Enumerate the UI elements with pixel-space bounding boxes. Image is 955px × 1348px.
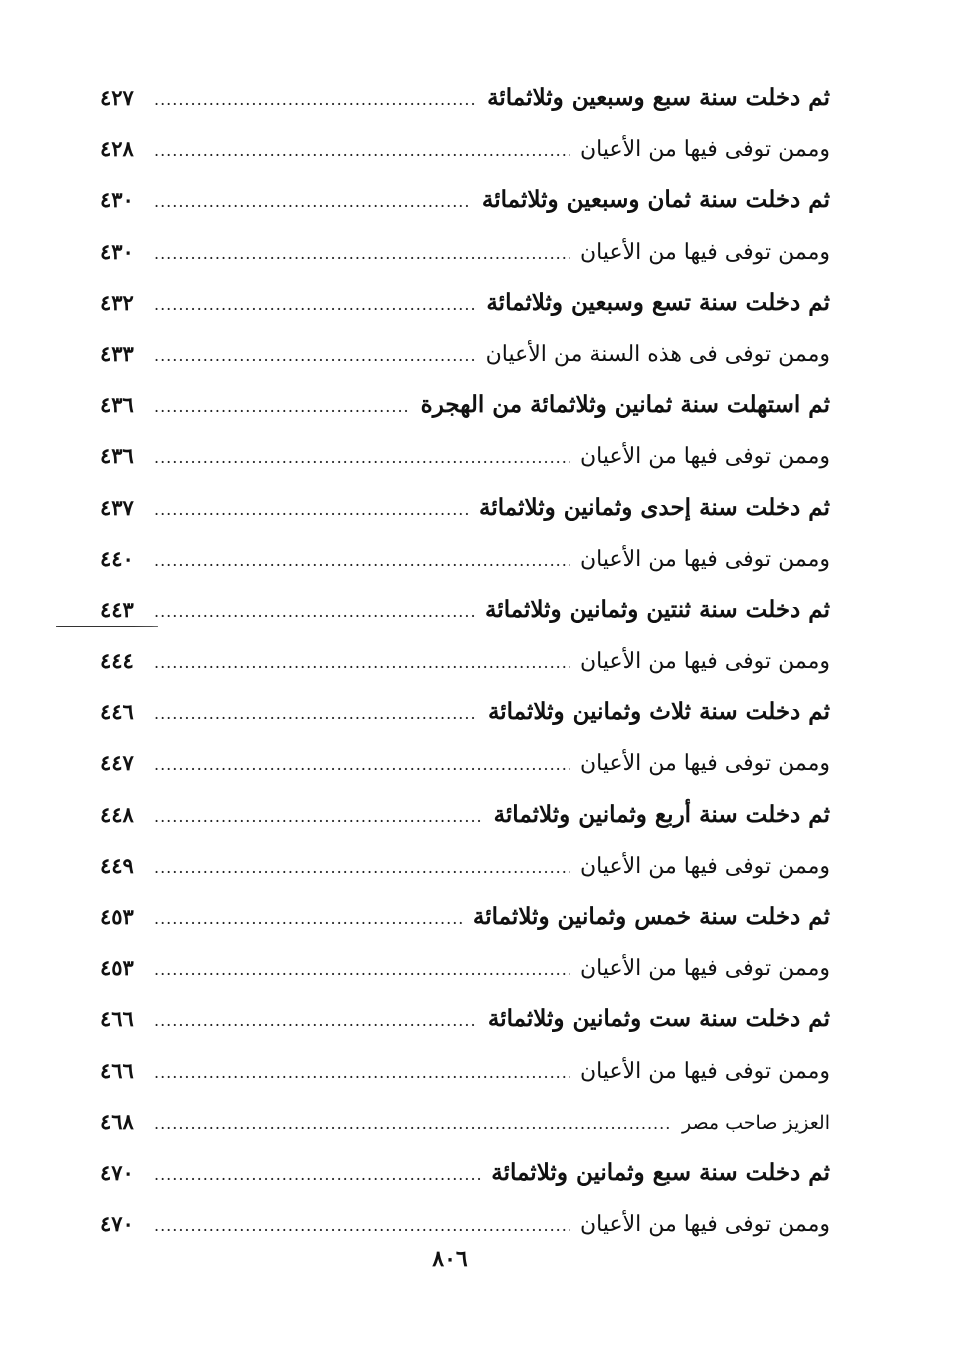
toc-entry-title: ثم دخلت سنة إحدى وثمانين وثلاثمائة bbox=[479, 493, 830, 521]
dot-leader bbox=[154, 944, 570, 995]
toc-entry[interactable] bbox=[100, 482, 830, 533]
toc-entry-title: ثم دخلت سنة ثنتين وثمانين وثلاثمائة bbox=[484, 595, 830, 623]
dot-leader bbox=[154, 176, 472, 227]
toc-entry-page: ٤٤٩ bbox=[100, 852, 134, 878]
toc-entry-title: ثم دخلت سنة ثمان وسبعين وثلاثمائة bbox=[481, 186, 830, 214]
toc-entry-title: العزيز صاحب مصر bbox=[681, 1111, 830, 1134]
toc-entry-title: وممن توفى فيها من الأعيان bbox=[579, 956, 830, 982]
toc-entry-title: ثم دخلت سنة سبع وسبعين وثلاثمائة bbox=[487, 84, 830, 111]
toc-entry-page: ٤٦٨ bbox=[100, 1108, 134, 1134]
dot-leader bbox=[154, 535, 570, 586]
toc-entry[interactable] bbox=[100, 379, 830, 430]
toc-entry-title: وممن توفى فيها من الأعيان bbox=[579, 1058, 830, 1084]
toc-entry-page: ٤٤٧ bbox=[100, 750, 134, 776]
toc-entry-page: ٤٥٣ bbox=[100, 955, 134, 981]
toc-entry-page: ٤٣٦ bbox=[100, 392, 134, 418]
toc-entry-page: ٤٣٦ bbox=[100, 443, 134, 469]
toc-entry-page: ٤٣٠ bbox=[100, 238, 134, 264]
toc-entry-title: ثم دخلت سنة أربع وثمانين وثلاثمائة bbox=[493, 800, 830, 828]
toc-entry[interactable] bbox=[100, 942, 830, 993]
toc-entry-page: ٤٤٤ bbox=[100, 648, 134, 674]
toc-entry-title: ثم دخلت سنة ست وثمانين وثلاثمائة bbox=[487, 1005, 830, 1033]
toc-entry-title: وممن توفى فيها من الأعيان bbox=[579, 444, 830, 470]
toc-entry-title: وممن توفى فيها من الأعيان bbox=[579, 853, 830, 879]
toc-entry-title: وممن توفى فيها من الأعيان bbox=[579, 239, 830, 265]
toc-entry-page: ٤٤٠ bbox=[100, 545, 134, 571]
toc-entry-title: ثم دخلت سنة سبع وثمانين وثلاثمائة bbox=[491, 1158, 830, 1186]
toc-entry-page: ٤٣٣ bbox=[100, 340, 134, 366]
dot-leader bbox=[154, 586, 475, 637]
toc-entry-title: وممن توفى فيها من الأعيان bbox=[579, 137, 830, 163]
toc-entry-page: ٤٧٠ bbox=[100, 1211, 134, 1237]
toc-entry[interactable] bbox=[100, 328, 830, 379]
toc-entry[interactable] bbox=[100, 430, 830, 481]
toc-entry-page: ٤٢٧ bbox=[100, 85, 134, 110]
toc-entry[interactable] bbox=[100, 584, 830, 635]
toc-entry-page: ٤٦٦ bbox=[100, 1057, 134, 1083]
toc-entry[interactable] bbox=[100, 686, 830, 737]
dot-leader bbox=[154, 995, 478, 1046]
toc-entry[interactable] bbox=[100, 1147, 830, 1198]
toc-entry-title: ثم استهلت سنة ثمانين وثلاثمائة من الهجرة bbox=[420, 391, 830, 419]
dot-leader bbox=[154, 791, 484, 842]
dot-leader bbox=[154, 688, 478, 739]
toc-entry-page: ٤٦٦ bbox=[100, 1006, 134, 1032]
toc-entry-page: ٤٢٨ bbox=[100, 136, 134, 162]
dot-leader bbox=[154, 125, 570, 176]
page-number: ٨٠٦ bbox=[432, 1246, 468, 1272]
dot-leader bbox=[154, 739, 570, 790]
dot-leader bbox=[154, 1098, 672, 1149]
toc-entry[interactable] bbox=[100, 840, 830, 891]
toc-entry[interactable] bbox=[100, 789, 830, 840]
toc-entry-page: ٤٤٣ bbox=[100, 584, 154, 635]
toc-entry-page: ٤٤٨ bbox=[100, 801, 134, 827]
toc-entry[interactable] bbox=[100, 533, 830, 584]
dot-leader bbox=[154, 228, 570, 279]
toc-entry[interactable] bbox=[100, 226, 830, 277]
toc-entry[interactable] bbox=[100, 72, 830, 123]
table-of-contents bbox=[100, 72, 830, 1249]
dot-leader bbox=[154, 484, 469, 535]
toc-entry-page: ٤٧٠ bbox=[100, 1159, 134, 1185]
dot-leader bbox=[154, 893, 463, 944]
dot-leader bbox=[154, 381, 411, 432]
dot-leader bbox=[154, 842, 570, 893]
dot-leader bbox=[154, 637, 570, 688]
toc-entry[interactable] bbox=[100, 1045, 830, 1096]
dot-leader bbox=[154, 330, 476, 381]
toc-entry-title: وممن توفى فيها من الأعيان bbox=[579, 751, 830, 777]
toc-entry[interactable] bbox=[100, 737, 830, 788]
toc-entry-title: وممن توفى فيها من الأعيان bbox=[579, 1212, 830, 1238]
dot-leader bbox=[154, 74, 477, 125]
toc-entry-page: ٤٣٢ bbox=[100, 289, 134, 315]
dot-leader bbox=[154, 279, 476, 330]
toc-entry-page: ٤٥٣ bbox=[100, 904, 134, 929]
toc-entry[interactable] bbox=[100, 891, 830, 942]
toc-entry[interactable] bbox=[100, 635, 830, 686]
toc-entry[interactable] bbox=[100, 123, 830, 174]
toc-entry[interactable] bbox=[100, 1096, 830, 1147]
toc-entry[interactable] bbox=[100, 993, 830, 1044]
toc-entry-page: ٤٣٧ bbox=[100, 494, 134, 520]
toc-entry-title: ثم دخلت سنة خمس وثمانين وثلاثمائة bbox=[472, 903, 830, 930]
dot-leader bbox=[154, 1047, 570, 1098]
toc-entry[interactable] bbox=[100, 1198, 830, 1249]
toc-entry[interactable] bbox=[100, 174, 830, 225]
toc-entry[interactable] bbox=[100, 277, 830, 328]
toc-entry-title: وممن توفى فيها من الأعيان bbox=[579, 546, 830, 572]
toc-entry-title: وممن توفى فيها من الأعيان bbox=[579, 649, 830, 675]
toc-entry-title: ثم دخلت سنة تسع وسبعين وثلاثمائة bbox=[486, 288, 830, 316]
toc-entry-title: وممن توفى فى هذه السنة من الأعيان bbox=[485, 341, 830, 367]
dot-leader bbox=[154, 1200, 570, 1251]
dot-leader bbox=[154, 1149, 481, 1200]
toc-entry-page: ٤٣٠ bbox=[100, 187, 134, 213]
toc-entry-title: ثم دخلت سنة ثلاث وثمانين وثلاثمائة bbox=[487, 698, 830, 726]
toc-entry-page: ٤٤٦ bbox=[100, 699, 134, 725]
dot-leader bbox=[154, 432, 570, 483]
